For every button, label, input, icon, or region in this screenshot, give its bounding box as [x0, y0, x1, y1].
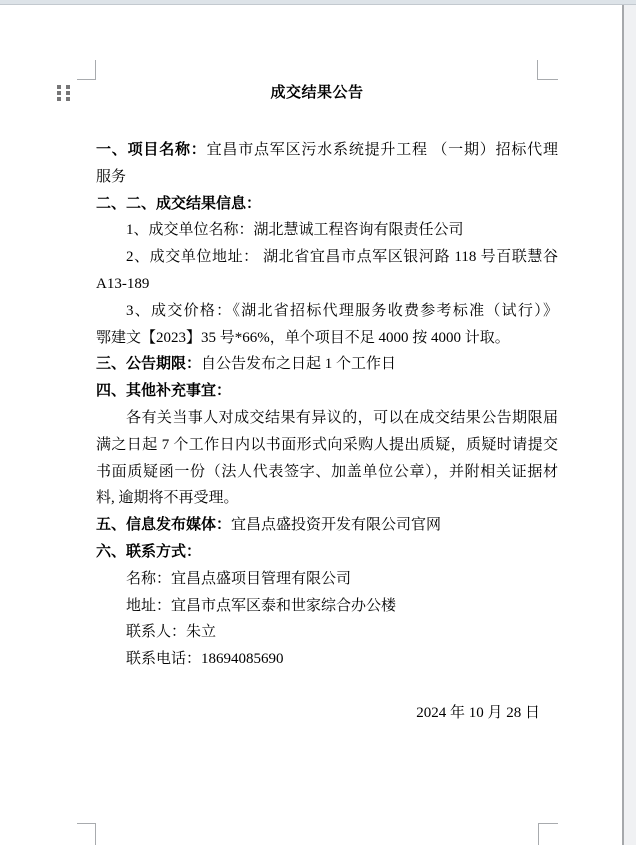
line-text: 满之日起 7 个工作日内以书面形式向采购人提出质疑，质疑时请提交 — [96, 436, 558, 453]
document-line — [96, 619, 558, 646]
line-text: 自公告发布之日起 1 个工作日 — [201, 356, 397, 373]
document-line — [96, 191, 558, 218]
line-text: 1、成交单位名称：湖北慧诚工程咨询有限责任公司 — [126, 222, 464, 239]
document-line — [96, 459, 558, 486]
line-text: 联系电话：18694085690 — [126, 651, 284, 668]
line-label-bold: 五、信息发布媒体： — [96, 517, 232, 534]
document-line — [96, 405, 558, 432]
document-line — [96, 298, 558, 325]
document-line — [96, 244, 558, 271]
line-text: 2024 年 10 月 28 日 — [416, 704, 540, 721]
line-text: A13-189 — [96, 275, 150, 292]
document-line — [96, 673, 558, 700]
document-line — [96, 351, 558, 378]
line-label-bold: 三、公告期限： — [96, 356, 202, 373]
line-text: 名称：宜昌点盛项目管理有限公司 — [126, 570, 352, 587]
margin-corner-mark-top-left — [77, 60, 96, 80]
document-title: 成交结果公告 — [270, 85, 364, 101]
document-line — [96, 566, 558, 593]
margin-corner-mark-top-right — [537, 60, 558, 80]
document-line — [96, 539, 558, 566]
document-line — [96, 593, 558, 620]
line-text: 宜昌点盛投资开发有限公司官网 — [231, 517, 442, 534]
line-text: 3、成交价格：《湖北省招标代理服务收费参考标准（试行）》 — [126, 302, 558, 319]
document-line — [96, 432, 558, 459]
line-text: 书面质疑函一份（法人代表签字、加盖单位公章），并附相关证据材 — [96, 463, 558, 480]
document-line — [96, 512, 558, 539]
line-label-bold: 二、二、成交结果信息： — [96, 195, 262, 212]
line-label-bold: 六、联系方式： — [96, 543, 202, 560]
document-line — [96, 378, 558, 405]
document-line — [96, 217, 558, 244]
line-text: 宜昌市点军区污水系统提升工程 （一期）招标代理 — [206, 142, 558, 158]
document-body — [96, 137, 558, 727]
line-text: 各有关当事人对成交结果有异议的，可以在成交结果公告期限届 — [126, 409, 558, 426]
line-text: 联系人：朱立 — [126, 624, 217, 641]
line-label-bold: 一、项目名称： — [96, 142, 207, 158]
margin-corner-mark-bottom-left — [77, 823, 96, 845]
margin-corner-mark-bottom-right — [538, 823, 558, 845]
document-line — [96, 325, 558, 352]
document-line — [96, 485, 558, 512]
document-line — [96, 700, 558, 727]
document-line — [96, 646, 558, 673]
document-line — [96, 164, 558, 191]
line-label-bold: 四、其他补充事宜： — [96, 383, 232, 400]
line-text: 服务 — [96, 168, 127, 185]
line-text: 料, 逾期将不再受理。 — [96, 490, 239, 507]
line-text: 2、成交单位地址： 湖北省宜昌市点军区银河路 118 号百联慧谷 — [126, 249, 558, 266]
scroll-area[interactable] — [624, 5, 636, 845]
line-text: 地址：宜昌市点军区泰和世家综合办公楼 — [126, 597, 397, 614]
document-line — [96, 271, 558, 298]
document-line — [96, 137, 558, 164]
line-text: 鄂建文【2023】35 号*66%，单个项目不足 4000 按 4000 计取。 — [96, 329, 510, 346]
drag-handle-icon[interactable] — [57, 85, 70, 101]
